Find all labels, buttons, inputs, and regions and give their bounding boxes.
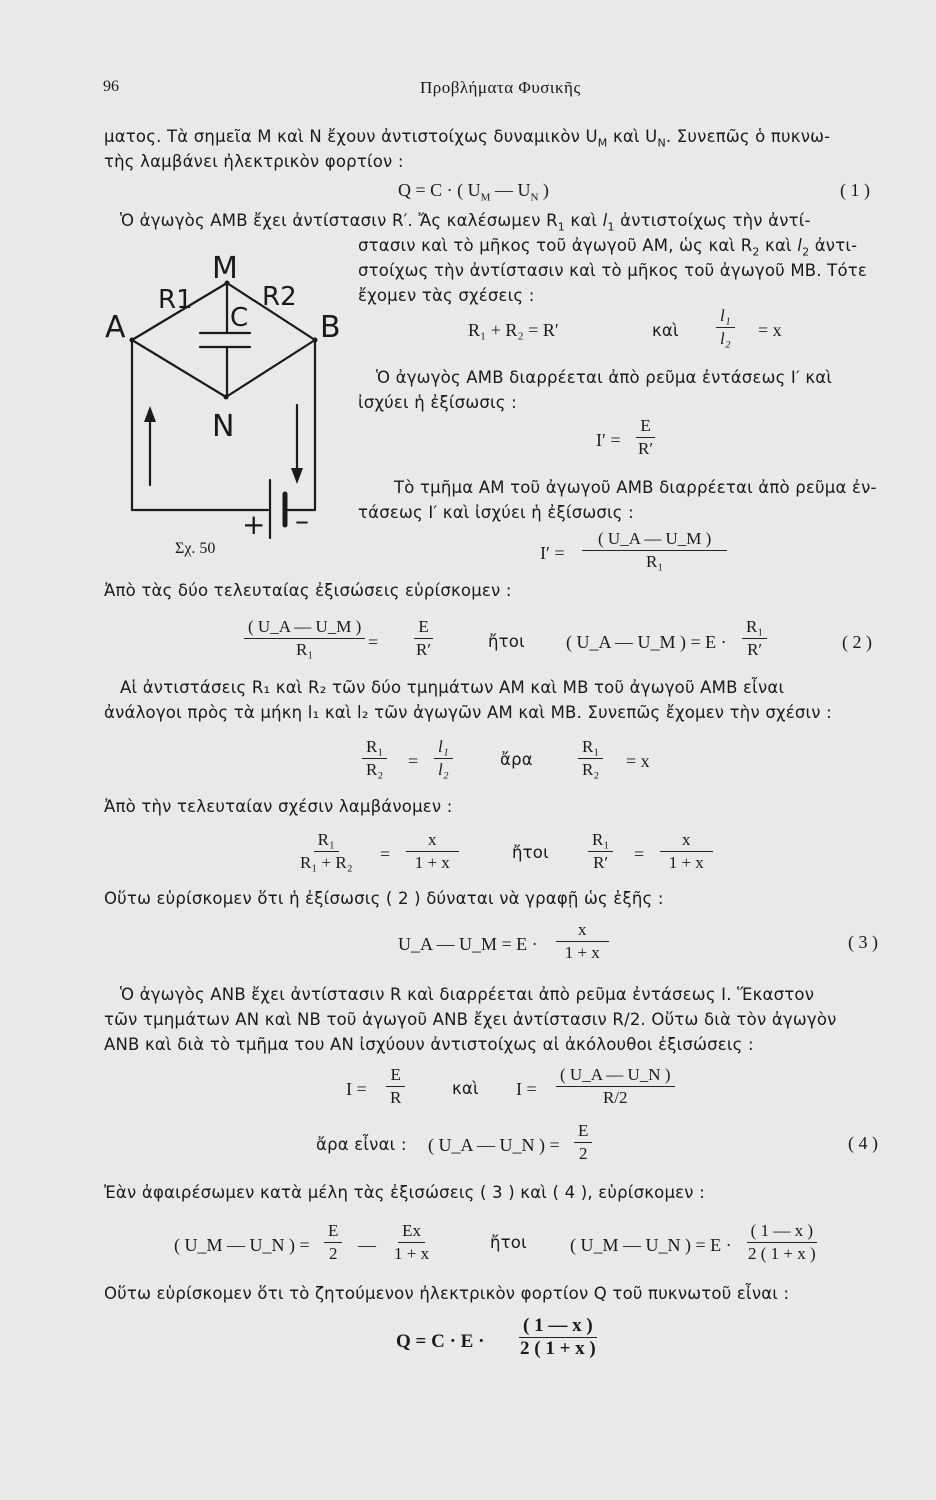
equation-5-itoi: ἤτοι [488, 632, 525, 651]
text-line-20: Οὕτω εὑρίσκομεν ὅτι τὸ ζητούμενον ἠλεκτρικὸν φορτίον Q τοῦ πυκνωτοῦ εἶναι : [104, 1284, 790, 1303]
fraction-8: x 1 + x [556, 920, 609, 963]
equation-4-left: I′ = [540, 543, 565, 563]
equation-11-minus: — [358, 1235, 376, 1255]
text-line-11: Ἀπὸ τὰς δύο τελευταίας ἐξισώσεις εὑρίσκομεν : [104, 581, 512, 600]
equation-11-left: ( U_M — U_N ) = [174, 1235, 310, 1255]
text-line-9: Τὸ τμῆμα ΑΜ τοῦ ἀγωγοῦ ΑΜΒ διαρρέεται ἀπὸ ρεῦμα ἐν- [394, 478, 877, 497]
equation-number-3: ( 3 ) [848, 932, 878, 952]
fraction-6b: l₁ l₂ [434, 737, 453, 780]
label-b: B [320, 310, 341, 345]
equation-9-kai: καὶ [452, 1079, 479, 1098]
page-number: 96 [103, 78, 119, 95]
fraction-5a: ( U_A — U_M ) R₁ [244, 617, 365, 660]
text-line-4: στασιν καὶ τὸ μῆκος τοῦ ἀγωγοῦ ΑΜ, ὡς καὶ $R_2$ καὶ $l_2$ ἀντι- [358, 236, 858, 259]
equation-number: ( 1 ) [840, 180, 870, 200]
equation-6-ara: ἄρα [500, 750, 533, 769]
fraction-E-Rprime: E R′ [638, 416, 654, 458]
fraction-6a: R₁ R₂ [362, 737, 387, 780]
fraction-UA-UM-R1: ( U_A — U_M ) R₁ [582, 529, 727, 572]
equation-7-itoi: ἤτοι [512, 843, 549, 862]
wire-an [132, 340, 226, 397]
label-m: M [212, 251, 238, 286]
equation-7-eq: = [380, 844, 391, 864]
equation-10-left: ( U_A — U_N ) = [428, 1135, 560, 1155]
fraction-10: E 2 [574, 1121, 592, 1164]
equation-11-itoi: ἤτοι [490, 1233, 527, 1252]
text-line-19: Ἐὰν ἀφαιρέσωμεν κατὰ μέλη τὰς ἐξισώσεις ( 3 ) καὶ ( 4 ), εὑρίσκομεν : [104, 1183, 705, 1202]
equation-5-eq: = [368, 632, 379, 652]
label-n: N [212, 409, 235, 444]
fraction-9b: ( U_A — U_N ) R/2 [556, 1065, 675, 1108]
wire-nb [226, 340, 315, 397]
equation-8-left: U_A — U_M = E · [398, 934, 538, 954]
label-c: C [230, 303, 249, 333]
text-line-7: Ὁ ἀγωγὸς ΑΜΒ διαρρέεται ἀπὸ ρεῦμα ἐντάσεως I′ καὶ [376, 368, 833, 387]
arrowhead-up [144, 406, 156, 422]
equation-9-left2: I = [516, 1079, 537, 1099]
equation-2-left: R₁ + R₂ = R′ [468, 320, 559, 340]
label-r1: R1 [158, 285, 193, 315]
fraction-7d: x 1 + x [660, 830, 713, 873]
text-line-13: ἀνάλογοι πρὸς τὰ μήκη l₁ καὶ l₂ τῶν ἀγωγῶν ΑΜ καὶ ΜΒ. Συνεπῶς ἔχομεν τὴν σχέσιν : [104, 703, 832, 722]
text-line-3: Ὁ ἀγωγὸς ΑΜΒ ἔχει ἀντίστασιν R′. Ἄς καλέσωμεν $R_1$ καὶ $l_1$ ἀντιστοίχως τὴν ἀντί- [120, 211, 811, 234]
text-line-10: τάσεως I′ καὶ ἰσχύει ἡ ἐξίσωσις : [358, 503, 634, 522]
equation-11-right: ( U_M — U_N ) = E · [570, 1235, 732, 1255]
text-line-12: Αἱ ἀντιστάσεις R₁ καὶ R₂ τῶν δύο τμημάτων ΑΜ καὶ ΜΒ τοῦ ἀγωγοῦ ΑΜΒ εἶναι [120, 678, 785, 697]
fraction-11b: Ex 1 + x [394, 1221, 430, 1263]
fraction-5c: R₁ R′ [742, 617, 767, 660]
label-minus: – [295, 504, 309, 537]
text-line-14: Ἀπὸ τὴν τελευταίαν σχέσιν λαμβάνομεν : [104, 797, 453, 816]
fraction-5b: E R′ [416, 617, 432, 659]
equation-3-left: I′ = [596, 430, 621, 450]
circuit-diagram [100, 240, 350, 570]
fraction-11a: E 2 [324, 1221, 342, 1264]
text-line-5: στοίχως τὴν ἀντίστασιν καὶ τὸ μῆκος τοῦ ἀγωγοῦ ΜΒ. Τότε [358, 261, 867, 280]
label-plus: + [242, 508, 266, 541]
equation-6-eq: = [408, 751, 419, 771]
equation-number-4: ( 4 ) [848, 1133, 878, 1153]
fraction-l1-l2: l₁ l₂ [716, 306, 735, 349]
fraction-6c: R₁ R₂ [578, 737, 603, 780]
arrowhead-down [291, 468, 303, 484]
text-line-17: τῶν τμημάτων ΑΝ καὶ ΝΒ τοῦ ἀγωγοῦ ΑΝΒ ἔχει ἀντίστασιν R/2. Οὕτω διὰ τὸν ἀγωγὸν [104, 1010, 837, 1029]
fraction-7b: x 1 + x [406, 830, 459, 873]
fraction-12: ( 1 — x ) 2 ( 1 + x ) [520, 1315, 596, 1359]
equation-2-kai: καὶ [652, 321, 679, 340]
text-line-15: Οὕτω εὑρίσκομεν ὅτι ἡ ἐξίσωσις ( 2 ) δύναται νὰ γραφῇ ὡς ἑξῆς : [104, 889, 664, 908]
label-r2: R2 [262, 282, 297, 312]
running-title: Προβλήματα Φυσικῆς [420, 78, 581, 97]
text-line-8: ἰσχύει ἡ ἐξίσωσις : [358, 393, 517, 412]
equation-6-right: = x [626, 751, 650, 771]
equation-10-ara: ἄρα εἶναι : [316, 1135, 407, 1154]
text-line-6: ἔχομεν τὰς σχέσεις : [358, 286, 535, 305]
text-line-1: ματος. Τὰ σημεῖα Μ καὶ Ν ἔχουν ἀντιστοίχως δυναμικὸν $U_M$ καὶ $U_N$. Συνεπῶς ὁ πυκνω- [104, 127, 831, 150]
fraction-9a: E R [386, 1065, 405, 1108]
equation-2-right: = x [758, 320, 782, 340]
fraction-7c: R₁ R′ [588, 830, 613, 873]
fraction-11c: ( 1 — x ) 2 ( 1 + x ) [748, 1221, 816, 1263]
equation-5-right: ( U_A — U_M ) = E · [566, 632, 727, 652]
equation-9-left1: I = [346, 1079, 367, 1099]
fraction-7a: R₁ R₁ + R₂ [300, 830, 353, 872]
equation-12-left: Q = C · E · [396, 1331, 485, 1352]
text-line-18: ΑΝΒ καὶ διὰ τὸ τμῆμα του ΑΝ ἰσχύουν ἀντιστοίχως αἱ ἀκόλουθοι ἐξισώσεις : [104, 1035, 754, 1054]
text-line-16: Ὁ ἀγωγὸς ΑΝΒ ἔχει ἀντίστασιν R καὶ διαρρέεται ἀπὸ ρεῦμα ἐντάσεως I. Ἕκαστον [120, 985, 815, 1004]
equation-1: Q = C · ( $U_M$ — $U_N$ ) [398, 180, 549, 204]
text-line-2: τὴς λαμβάνει ἠλεκτρικὸν φορτίον : [104, 152, 404, 171]
figure-caption: Σχ. 50 [175, 540, 216, 557]
equation-number-2: ( 2 ) [842, 632, 872, 652]
label-a: A [105, 310, 126, 345]
equation-7-eq2: = [634, 844, 645, 864]
